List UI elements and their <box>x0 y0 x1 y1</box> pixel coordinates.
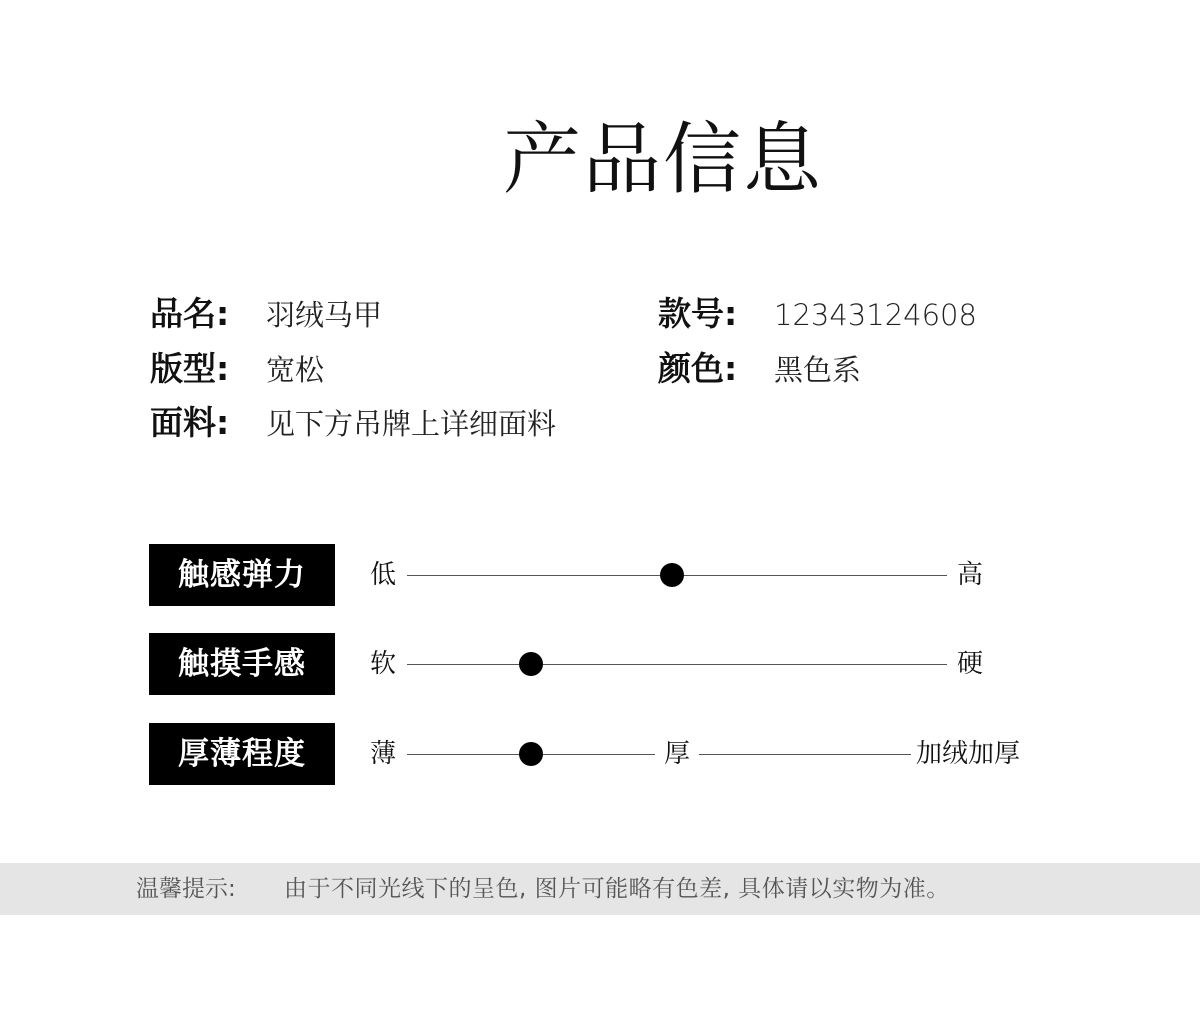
thickness-high-label: 加绒加厚 <box>916 739 1021 769</box>
product-name-value: 羽绒马甲 <box>266 298 383 332</box>
scale-thickness <box>149 723 1049 785</box>
info-color <box>658 347 861 391</box>
tip-text: 由于不同光线下的呈色, 图片可能略有色差, 具体请以实物为准。 <box>284 876 950 902</box>
elasticity-tag: 触感弹力 <box>149 544 335 606</box>
hand-feel-track <box>407 664 947 665</box>
thickness-tag: 厚薄程度 <box>149 723 335 785</box>
fabric-value: 见下方吊牌上详细面料 <box>266 407 557 441</box>
thickness-level-dot <box>519 742 543 766</box>
thickness-track-right <box>699 754 911 755</box>
hand-feel-low-label: 软 <box>370 649 397 679</box>
color-label: 颜色: <box>658 349 738 388</box>
color-value: 黑色系 <box>774 353 862 387</box>
product-name-label: 品名: <box>150 294 230 333</box>
info-style-number <box>658 292 977 336</box>
fabric-label: 面料: <box>150 403 230 442</box>
fit-value: 宽松 <box>266 353 325 387</box>
tip-bar <box>0 863 1200 915</box>
thickness-low-label: 薄 <box>370 739 397 769</box>
page-title: 产品信息 <box>502 115 823 205</box>
elasticity-low-label: 低 <box>370 560 397 590</box>
scale-hand-feel <box>149 633 1049 695</box>
info-fit <box>150 347 324 391</box>
scale-elasticity <box>149 544 1049 606</box>
tip-label: 温馨提示: <box>136 876 236 902</box>
fit-label: 版型: <box>150 349 230 388</box>
info-fabric <box>150 401 556 445</box>
info-product-name <box>150 292 382 336</box>
hand-feel-level-dot <box>519 652 543 676</box>
elasticity-level-dot <box>660 563 684 587</box>
hand-feel-high-label: 硬 <box>957 649 984 679</box>
style-number-label: 款号: <box>658 294 738 333</box>
thickness-mid-label: 厚 <box>664 739 691 769</box>
elasticity-high-label: 高 <box>957 560 984 590</box>
hand-feel-tag: 触摸手感 <box>149 633 335 695</box>
style-number-value: 12343124608 <box>774 298 977 332</box>
